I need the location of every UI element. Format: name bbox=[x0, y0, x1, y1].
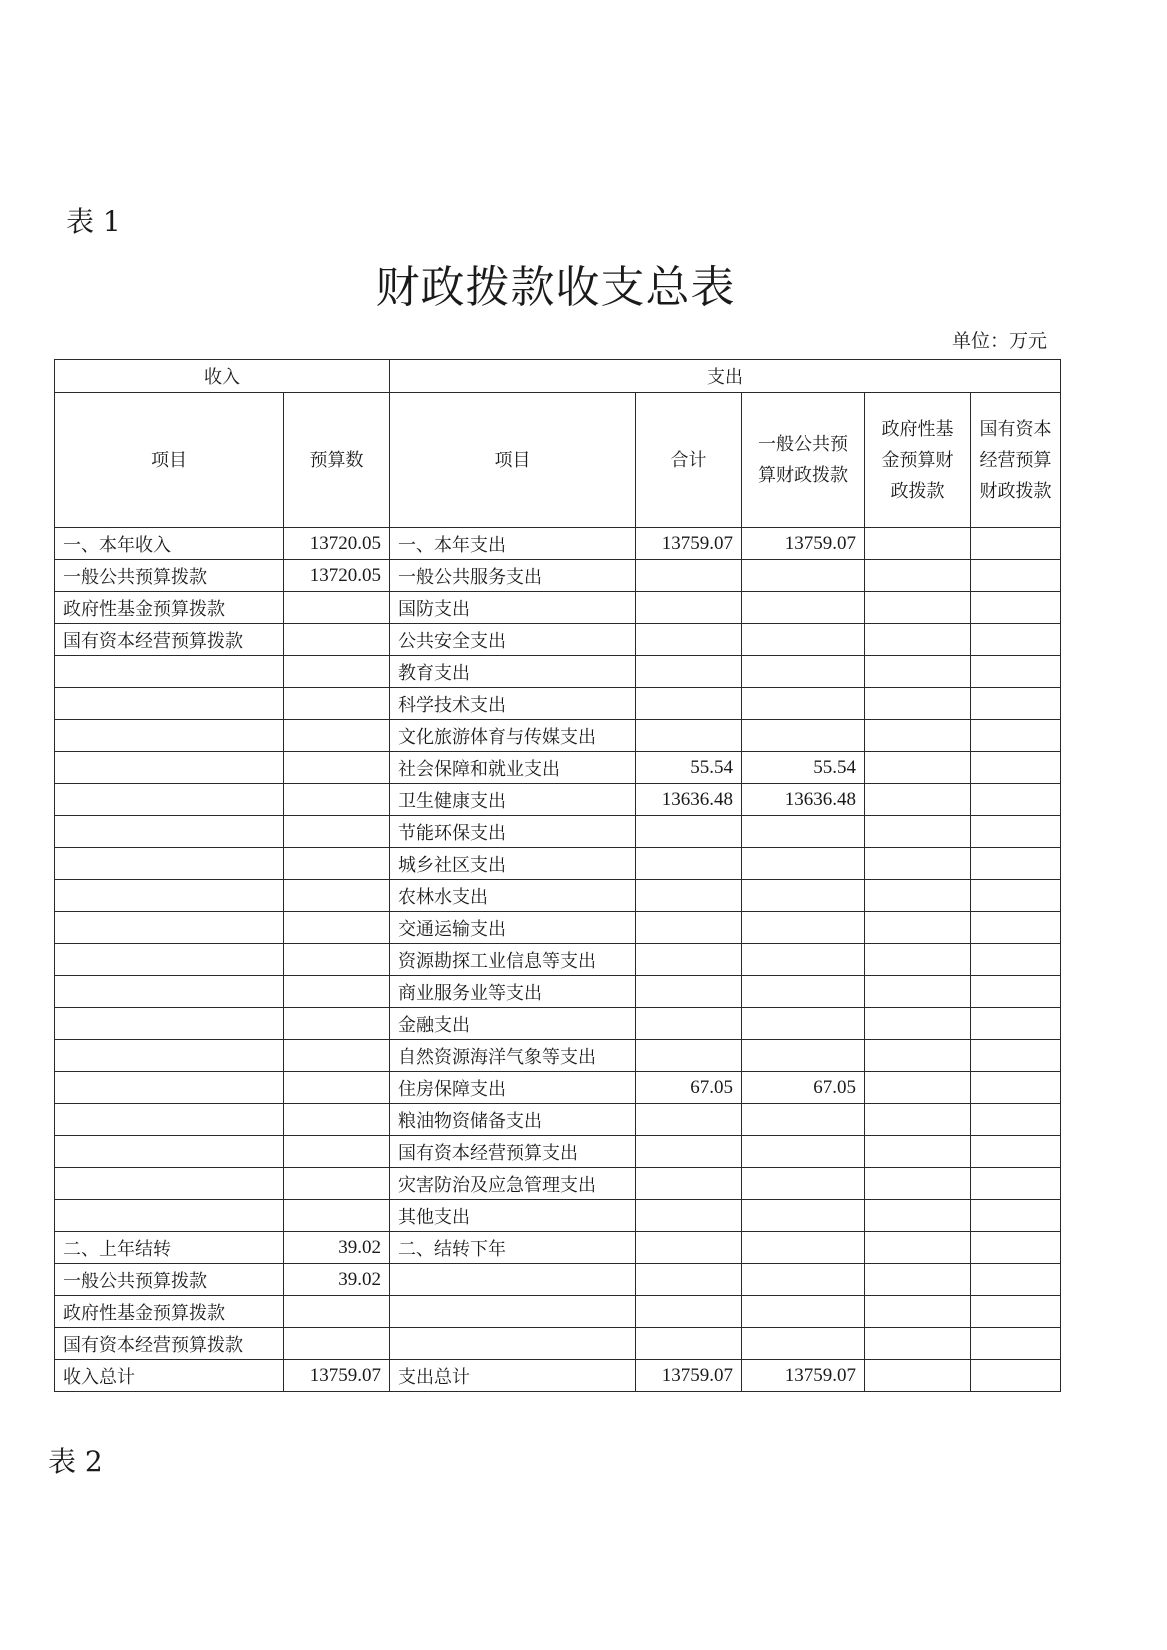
expense-total-cell: 13636.48 bbox=[636, 784, 742, 816]
expense-item-cell: 灾害防治及应急管理支出 bbox=[390, 1168, 636, 1200]
state-capital-cell bbox=[971, 1072, 1061, 1104]
income-item-cell bbox=[55, 880, 284, 912]
expense-total-cell bbox=[636, 944, 742, 976]
general-public-cell bbox=[742, 976, 865, 1008]
expense-item-cell: 粮油物资储备支出 bbox=[390, 1104, 636, 1136]
income-item-cell bbox=[55, 1072, 284, 1104]
state-capital-cell bbox=[971, 976, 1061, 1008]
gov-fund-cell bbox=[865, 848, 971, 880]
income-item-header: 项目 bbox=[55, 393, 284, 528]
income-item-cell: 一般公共预算拨款 bbox=[55, 560, 284, 592]
income-item-cell bbox=[55, 816, 284, 848]
expense-total-cell bbox=[636, 688, 742, 720]
income-item-cell bbox=[55, 720, 284, 752]
table-row bbox=[55, 688, 1061, 720]
expense-total-cell bbox=[636, 1104, 742, 1136]
general-public-cell bbox=[742, 656, 865, 688]
state-capital-cell bbox=[971, 912, 1061, 944]
expense-total-cell: 13759.07 bbox=[636, 528, 742, 560]
gov-fund-cell bbox=[865, 528, 971, 560]
income-amount-cell: 13720.05 bbox=[284, 560, 390, 592]
income-item-cell bbox=[55, 688, 284, 720]
income-budget-header: 预算数 bbox=[284, 393, 390, 528]
state-capital-header: 国有资本经营预算财政拨款 bbox=[971, 393, 1061, 528]
state-capital-cell bbox=[971, 1104, 1061, 1136]
expense-total-cell bbox=[636, 1264, 742, 1296]
general-public-cell bbox=[742, 1040, 865, 1072]
state-capital-cell bbox=[971, 816, 1061, 848]
table-row bbox=[55, 1072, 1061, 1104]
gov-fund-cell bbox=[865, 816, 971, 848]
income-item-cell bbox=[55, 848, 284, 880]
expense-total-cell bbox=[636, 720, 742, 752]
general-public-cell bbox=[742, 688, 865, 720]
general-public-cell bbox=[742, 848, 865, 880]
expense-total-cell bbox=[636, 880, 742, 912]
expense-total-header: 合计 bbox=[636, 393, 742, 528]
expense-total-cell bbox=[636, 976, 742, 1008]
expense-total-cell bbox=[636, 1008, 742, 1040]
state-capital-cell bbox=[971, 656, 1061, 688]
table-row bbox=[55, 1168, 1061, 1200]
income-item-cell bbox=[55, 784, 284, 816]
general-public-cell: 67.05 bbox=[742, 1072, 865, 1104]
state-capital-cell bbox=[971, 848, 1061, 880]
state-capital-cell bbox=[971, 688, 1061, 720]
income-amount-cell bbox=[284, 1296, 390, 1328]
expense-item-cell: 交通运输支出 bbox=[390, 912, 636, 944]
gov-fund-cell bbox=[865, 1264, 971, 1296]
general-public-cell bbox=[742, 1296, 865, 1328]
income-amount-cell bbox=[284, 880, 390, 912]
expense-total-cell bbox=[636, 560, 742, 592]
expense-total-cell bbox=[636, 656, 742, 688]
general-public-cell bbox=[742, 560, 865, 592]
general-public-cell bbox=[742, 1200, 865, 1232]
table-row bbox=[55, 944, 1061, 976]
income-amount-cell bbox=[284, 848, 390, 880]
gov-fund-cell bbox=[865, 592, 971, 624]
general-public-cell: 13636.48 bbox=[742, 784, 865, 816]
income-amount-cell bbox=[284, 656, 390, 688]
state-capital-cell bbox=[971, 880, 1061, 912]
expense-total-cell bbox=[636, 624, 742, 656]
expense-item-cell bbox=[390, 1296, 636, 1328]
state-capital-cell bbox=[971, 1136, 1061, 1168]
income-amount-cell bbox=[284, 1168, 390, 1200]
expense-item-cell: 农林水支出 bbox=[390, 880, 636, 912]
gov-fund-cell bbox=[865, 1168, 971, 1200]
gov-fund-cell bbox=[865, 880, 971, 912]
income-amount-cell bbox=[284, 1072, 390, 1104]
expense-item-cell: 科学技术支出 bbox=[390, 688, 636, 720]
expense-item-cell: 住房保障支出 bbox=[390, 1072, 636, 1104]
table-row bbox=[55, 1008, 1061, 1040]
general-public-cell bbox=[742, 1328, 865, 1360]
income-item-cell bbox=[55, 1200, 284, 1232]
income-item-cell: 国有资本经营预算拨款 bbox=[55, 624, 284, 656]
table-row bbox=[55, 1200, 1061, 1232]
gov-fund-cell bbox=[865, 688, 971, 720]
table-row bbox=[55, 1136, 1061, 1168]
gov-fund-cell bbox=[865, 1136, 971, 1168]
table-row bbox=[55, 912, 1061, 944]
general-public-cell bbox=[742, 720, 865, 752]
expense-total-cell bbox=[636, 912, 742, 944]
income-amount-cell bbox=[284, 688, 390, 720]
income-amount-cell bbox=[284, 1008, 390, 1040]
income-item-cell bbox=[55, 912, 284, 944]
expense-total-cell bbox=[636, 1136, 742, 1168]
general-public-cell bbox=[742, 1232, 865, 1264]
expense-item-cell: 公共安全支出 bbox=[390, 624, 636, 656]
income-item-cell: 二、上年结转 bbox=[55, 1232, 284, 1264]
income-item-cell: 政府性基金预算拨款 bbox=[55, 1296, 284, 1328]
gov-fund-cell bbox=[865, 1328, 971, 1360]
expense-total-cell bbox=[636, 1168, 742, 1200]
expense-item-cell bbox=[390, 1328, 636, 1360]
general-public-cell bbox=[742, 624, 865, 656]
state-capital-cell bbox=[971, 560, 1061, 592]
expense-item-cell: 国防支出 bbox=[390, 592, 636, 624]
table-row bbox=[55, 656, 1061, 688]
expense-total-cell bbox=[636, 1296, 742, 1328]
income-item-cell bbox=[55, 1136, 284, 1168]
gov-fund-cell bbox=[865, 976, 971, 1008]
state-capital-cell bbox=[971, 1040, 1061, 1072]
general-public-header: 一般公共预算财政拨款 bbox=[742, 393, 865, 528]
state-capital-cell bbox=[971, 720, 1061, 752]
state-capital-cell bbox=[971, 1296, 1061, 1328]
gov-fund-cell bbox=[865, 1360, 971, 1392]
state-capital-cell bbox=[971, 944, 1061, 976]
table-row bbox=[55, 976, 1061, 1008]
expense-item-cell: 文化旅游体育与传媒支出 bbox=[390, 720, 636, 752]
state-capital-cell bbox=[971, 592, 1061, 624]
expense-item-cell: 城乡社区支出 bbox=[390, 848, 636, 880]
table-body bbox=[55, 528, 1061, 1392]
expense-item-cell: 金融支出 bbox=[390, 1008, 636, 1040]
income-amount-cell bbox=[284, 752, 390, 784]
gov-fund-cell bbox=[865, 944, 971, 976]
expense-item-cell: 资源勘探工业信息等支出 bbox=[390, 944, 636, 976]
expense-header: 支出 bbox=[390, 360, 1061, 393]
state-capital-cell bbox=[971, 1328, 1061, 1360]
table-number-1: 表 1 bbox=[66, 205, 121, 238]
budget-summary-table bbox=[54, 359, 1061, 1392]
income-item-cell: 一、本年收入 bbox=[55, 528, 284, 560]
expense-total-cell bbox=[636, 592, 742, 624]
expense-item-cell: 卫生健康支出 bbox=[390, 784, 636, 816]
income-amount-cell bbox=[284, 592, 390, 624]
unit-label: 单位：万元 bbox=[951, 330, 1047, 352]
gov-fund-cell bbox=[865, 1008, 971, 1040]
expense-item-header: 项目 bbox=[390, 393, 636, 528]
expense-item-cell: 支出总计 bbox=[390, 1360, 636, 1392]
income-item-cell: 国有资本经营预算拨款 bbox=[55, 1328, 284, 1360]
general-public-cell bbox=[742, 816, 865, 848]
income-item-cell bbox=[55, 976, 284, 1008]
general-public-cell bbox=[742, 1104, 865, 1136]
gov-fund-cell bbox=[865, 1296, 971, 1328]
table-row bbox=[55, 1328, 1061, 1360]
income-amount-cell bbox=[284, 1200, 390, 1232]
income-amount-cell bbox=[284, 1104, 390, 1136]
table-row bbox=[55, 1296, 1061, 1328]
expense-item-cell: 商业服务业等支出 bbox=[390, 976, 636, 1008]
table-row bbox=[55, 1104, 1061, 1136]
expense-total-cell bbox=[636, 1328, 742, 1360]
income-amount-cell: 39.02 bbox=[284, 1264, 390, 1296]
expense-total-cell: 13759.07 bbox=[636, 1360, 742, 1392]
gov-fund-header: 政府性基金预算财政拨款 bbox=[865, 393, 971, 528]
general-public-cell: 55.54 bbox=[742, 752, 865, 784]
expense-item-cell: 一、本年支出 bbox=[390, 528, 636, 560]
state-capital-cell bbox=[971, 528, 1061, 560]
gov-fund-cell bbox=[865, 1104, 971, 1136]
table-row bbox=[55, 1040, 1061, 1072]
income-item-cell bbox=[55, 1008, 284, 1040]
income-amount-cell bbox=[284, 624, 390, 656]
page-title: 财政拨款收支总表 bbox=[375, 262, 736, 313]
table-row bbox=[55, 560, 1061, 592]
general-public-cell: 13759.07 bbox=[742, 528, 865, 560]
income-amount-cell bbox=[284, 1328, 390, 1360]
expense-total-cell bbox=[636, 1200, 742, 1232]
gov-fund-cell bbox=[865, 1040, 971, 1072]
expense-item-cell: 教育支出 bbox=[390, 656, 636, 688]
table-row bbox=[55, 592, 1061, 624]
general-public-cell bbox=[742, 944, 865, 976]
gov-fund-cell bbox=[865, 912, 971, 944]
gov-fund-cell bbox=[865, 560, 971, 592]
table-number-2: 表 2 bbox=[48, 1445, 103, 1478]
income-amount-cell: 39.02 bbox=[284, 1232, 390, 1264]
gov-fund-cell bbox=[865, 752, 971, 784]
income-item-cell bbox=[55, 752, 284, 784]
general-public-cell bbox=[742, 912, 865, 944]
general-public-cell bbox=[742, 1136, 865, 1168]
state-capital-cell bbox=[971, 1232, 1061, 1264]
income-amount-cell: 13720.05 bbox=[284, 528, 390, 560]
income-item-cell bbox=[55, 656, 284, 688]
general-public-cell bbox=[742, 592, 865, 624]
income-amount-cell bbox=[284, 1136, 390, 1168]
expense-item-cell: 其他支出 bbox=[390, 1200, 636, 1232]
state-capital-cell bbox=[971, 1264, 1061, 1296]
income-amount-cell bbox=[284, 912, 390, 944]
gov-fund-cell bbox=[865, 720, 971, 752]
state-capital-cell bbox=[971, 752, 1061, 784]
income-item-cell: 政府性基金预算拨款 bbox=[55, 592, 284, 624]
expense-total-cell: 67.05 bbox=[636, 1072, 742, 1104]
expense-total-cell bbox=[636, 1040, 742, 1072]
income-amount-cell bbox=[284, 720, 390, 752]
table-row bbox=[55, 752, 1061, 784]
header-row-group bbox=[55, 360, 1061, 393]
table-row bbox=[55, 784, 1061, 816]
expense-item-cell: 节能环保支出 bbox=[390, 816, 636, 848]
expense-item-cell: 二、结转下年 bbox=[390, 1232, 636, 1264]
general-public-cell bbox=[742, 880, 865, 912]
state-capital-cell bbox=[971, 1200, 1061, 1232]
state-capital-cell bbox=[971, 1168, 1061, 1200]
general-public-cell bbox=[742, 1168, 865, 1200]
table-row bbox=[55, 624, 1061, 656]
gov-fund-cell bbox=[865, 1072, 971, 1104]
income-amount-cell bbox=[284, 816, 390, 848]
expense-item-cell bbox=[390, 1264, 636, 1296]
general-public-cell bbox=[742, 1008, 865, 1040]
table-row bbox=[55, 1360, 1061, 1392]
table-row bbox=[55, 880, 1061, 912]
state-capital-cell bbox=[971, 1360, 1061, 1392]
header-row-columns bbox=[55, 393, 1061, 528]
expense-item-cell: 国有资本经营预算支出 bbox=[390, 1136, 636, 1168]
income-amount-cell bbox=[284, 784, 390, 816]
income-amount-cell bbox=[284, 944, 390, 976]
income-header: 收入 bbox=[55, 360, 390, 393]
table-row bbox=[55, 816, 1061, 848]
income-amount-cell bbox=[284, 976, 390, 1008]
table-row bbox=[55, 1264, 1061, 1296]
gov-fund-cell bbox=[865, 624, 971, 656]
income-item-cell bbox=[55, 944, 284, 976]
state-capital-cell bbox=[971, 784, 1061, 816]
expense-total-cell bbox=[636, 1232, 742, 1264]
expense-item-cell: 一般公共服务支出 bbox=[390, 560, 636, 592]
state-capital-cell bbox=[971, 1008, 1061, 1040]
expense-total-cell bbox=[636, 816, 742, 848]
general-public-cell: 13759.07 bbox=[742, 1360, 865, 1392]
expense-item-cell: 自然资源海洋气象等支出 bbox=[390, 1040, 636, 1072]
income-item-cell: 收入总计 bbox=[55, 1360, 284, 1392]
expense-total-cell: 55.54 bbox=[636, 752, 742, 784]
table-row bbox=[55, 720, 1061, 752]
general-public-cell bbox=[742, 1264, 865, 1296]
gov-fund-cell bbox=[865, 1200, 971, 1232]
table-row bbox=[55, 1232, 1061, 1264]
income-amount-cell bbox=[284, 1040, 390, 1072]
state-capital-cell bbox=[971, 624, 1061, 656]
income-item-cell bbox=[55, 1168, 284, 1200]
income-item-cell: 一般公共预算拨款 bbox=[55, 1264, 284, 1296]
table-row bbox=[55, 528, 1061, 560]
income-item-cell bbox=[55, 1040, 284, 1072]
gov-fund-cell bbox=[865, 1232, 971, 1264]
expense-total-cell bbox=[636, 848, 742, 880]
gov-fund-cell bbox=[865, 784, 971, 816]
gov-fund-cell bbox=[865, 656, 971, 688]
table-row bbox=[55, 848, 1061, 880]
income-item-cell bbox=[55, 1104, 284, 1136]
expense-item-cell: 社会保障和就业支出 bbox=[390, 752, 636, 784]
income-amount-cell: 13759.07 bbox=[284, 1360, 390, 1392]
